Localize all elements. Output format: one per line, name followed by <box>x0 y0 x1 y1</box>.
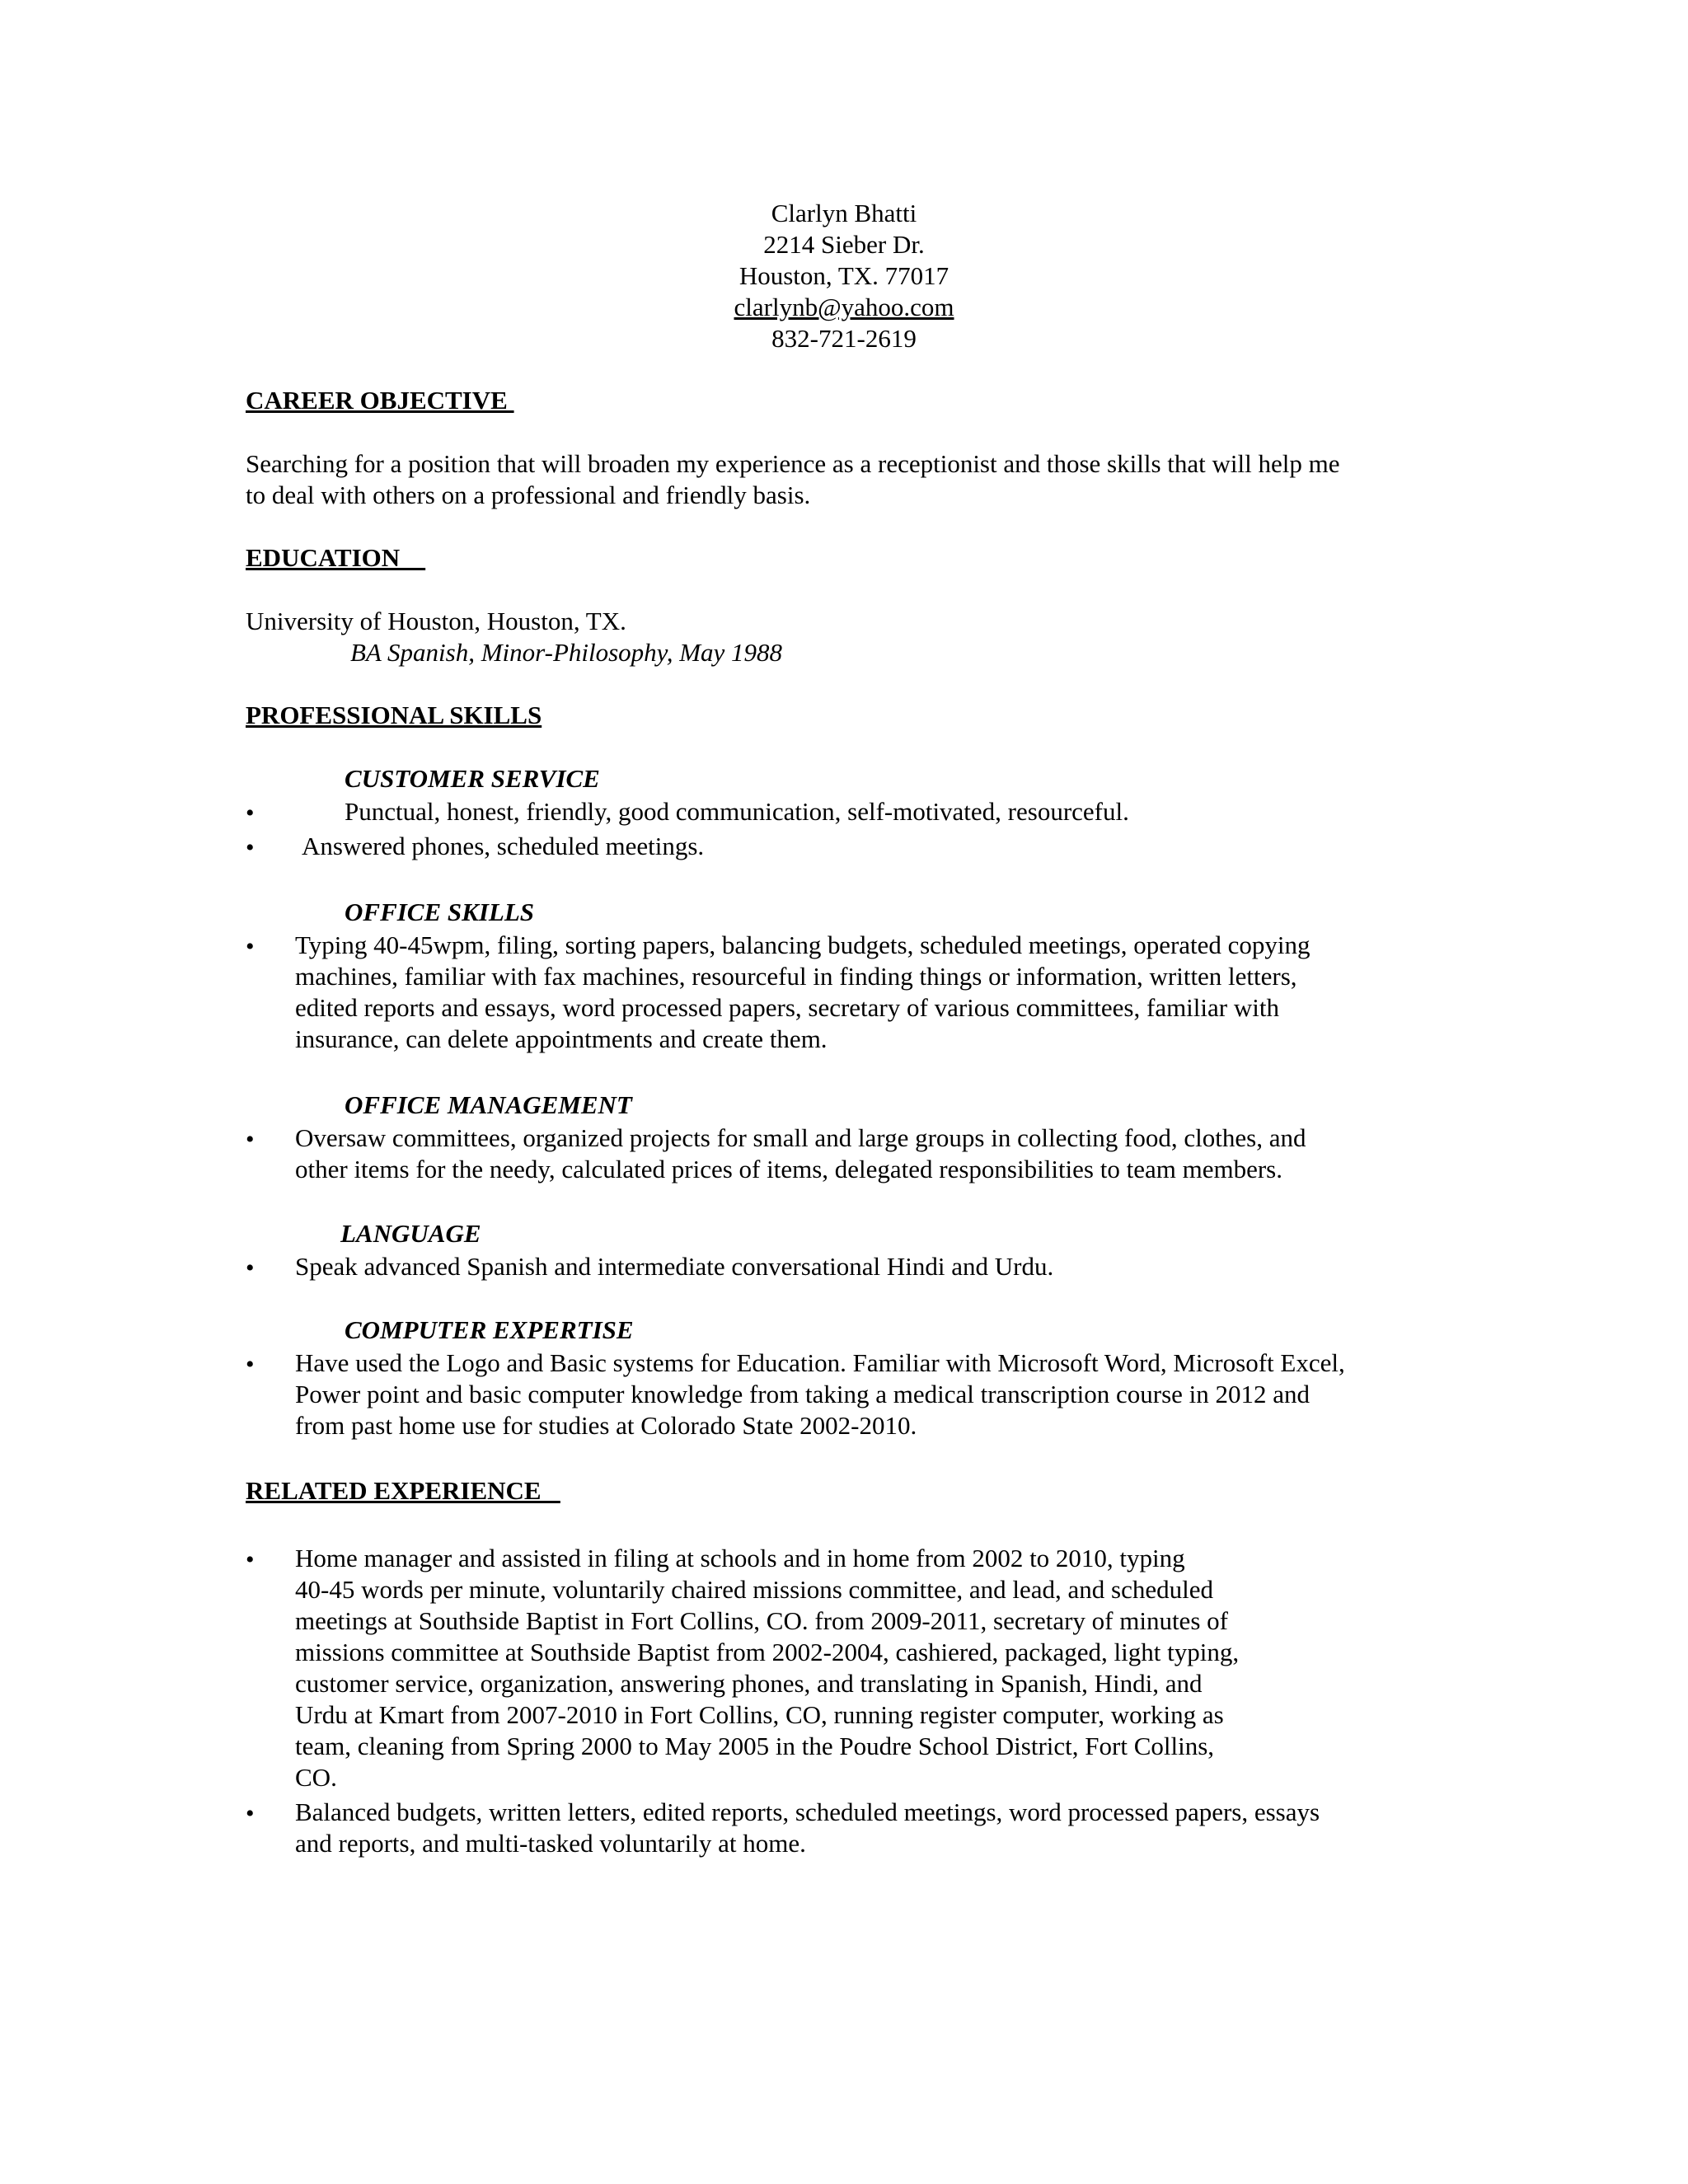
office-management-heading: OFFICE MANAGEMENT <box>345 1090 632 1119</box>
contact-phone: 832-721-2619 <box>771 324 917 353</box>
related-experience-line: team, cleaning from Spring 2000 to May 2005 in the Poudre School District, Fort Collins, <box>295 1732 1215 1760</box>
related-experience-line: CO. <box>295 1763 337 1792</box>
computer-expertise-text <box>295 1347 1345 1441</box>
bullet-dot: • <box>246 933 255 960</box>
related-experience-line: missions committee at Southside Baptist from 2002-2004, cashiered, packaged, light typing, <box>295 1638 1240 1666</box>
related-experience-bullet-2 <box>295 1797 1320 1859</box>
bullet-dot: • <box>246 1351 255 1378</box>
office-skills-heading: OFFICE SKILLS <box>345 898 535 926</box>
education-heading: EDUCATION <box>246 543 426 572</box>
related-experience-bullet-1 <box>295 1543 1239 1793</box>
contact-city: Houston, TX. 77017 <box>738 261 950 290</box>
education-degree: BA Spanish, Minor-Philosophy, May 1988 <box>350 638 783 667</box>
related-experience-line: meetings at Southside Baptist in Fort Collins, CO. from 2009-2011, secretary of minutes of <box>295 1606 1228 1635</box>
language-text <box>295 1251 1053 1282</box>
related-experience-line: Balanced budgets, written letters, edited reports, scheduled meetings, word processed papers, essays <box>295 1797 1320 1826</box>
related-experience-line: and reports, and multi-tasked voluntarily at home. <box>295 1829 806 1858</box>
education-school: University of Houston, Houston, TX. <box>246 607 626 635</box>
office-skills-text <box>295 930 1311 1055</box>
bullet-dot: • <box>246 1126 255 1153</box>
office-management-line: Oversaw committees, organized projects for small and large groups in collecting food, clothes, and <box>295 1123 1306 1152</box>
related-experience-line: customer service, organization, answering phones, and translating in Spanish, Hindi, and <box>295 1669 1203 1698</box>
bullet-dot: • <box>246 1800 255 1827</box>
contact-block <box>0 198 1688 354</box>
related-experience-line: Urdu at Kmart from 2007-2010 in Fort Collins, CO, running register computer, working as <box>295 1700 1224 1729</box>
career-objective-text <box>246 448 1432 511</box>
customer-service-heading: CUSTOMER SERVICE <box>345 764 600 793</box>
bullet-dot: • <box>246 1546 255 1573</box>
office-management-line: other items for the needy, calculated prices of items, delegated responsibilities to team members. <box>295 1155 1282 1183</box>
related-experience-line: 40-45 words per minute, voluntarily chaired missions committee, and lead, and scheduled <box>295 1575 1214 1604</box>
bullet-dot: • <box>246 799 255 827</box>
related-experience-line: Home manager and assisted in filing at schools and in home from 2002 to 2010, typing <box>295 1544 1185 1572</box>
customer-service-bullet-1: Punctual, honest, friendly, good communication, self-motivated, resourceful. <box>345 797 1129 826</box>
office-skills-line: Typing 40-45wpm, filing, sorting papers, balancing budgets, scheduled meetings, operated copying <box>295 930 1311 959</box>
career-objective-line: to deal with others on a professional and friendly basis. <box>246 480 811 509</box>
contact-email-link[interactable]: clarlynb@yahoo.com <box>734 293 954 321</box>
computer-expertise-heading: COMPUTER EXPERTISE <box>345 1315 634 1344</box>
contact-street: 2214 Sieber Dr. <box>763 230 925 259</box>
language-heading: LANGUAGE <box>340 1219 481 1248</box>
office-management-text <box>295 1122 1306 1185</box>
language-line: Speak advanced Spanish and intermediate conversational Hindi and Urdu. <box>295 1252 1054 1281</box>
related-experience-heading: RELATED EXPERIENCE <box>246 1476 560 1505</box>
office-skills-line: insurance, can delete appointments and create them. <box>295 1024 828 1053</box>
bullet-dot: • <box>246 834 255 861</box>
computer-expertise-line: from past home use for studies at Colorado State 2002-2010. <box>295 1411 917 1440</box>
contact-name: Clarlyn Bhatti <box>771 199 917 227</box>
computer-expertise-line: Power point and basic computer knowledge from taking a medical transcription course in 2012 and <box>295 1380 1311 1408</box>
bullet-dot: • <box>246 1254 255 1282</box>
customer-service-bullet-2: Answered phones, scheduled meetings. <box>302 832 705 860</box>
office-skills-line: machines, familiar with fax machines, resourceful in finding things or information, written letters, <box>295 962 1297 991</box>
office-skills-line: edited reports and essays, word processed papers, secretary of various committees, familiar with <box>295 993 1279 1022</box>
professional-skills-heading: PROFESSIONAL SKILLS <box>246 701 542 729</box>
career-objective-line: Searching for a position that will broaden my experience as a receptionist and those skills that will help me <box>246 449 1340 478</box>
career-objective-heading: CAREER OBJECTIVE <box>246 386 514 415</box>
computer-expertise-line: Have used the Logo and Basic systems for Education. Familiar with Microsoft Word, Microsoft Excel, <box>295 1348 1345 1377</box>
